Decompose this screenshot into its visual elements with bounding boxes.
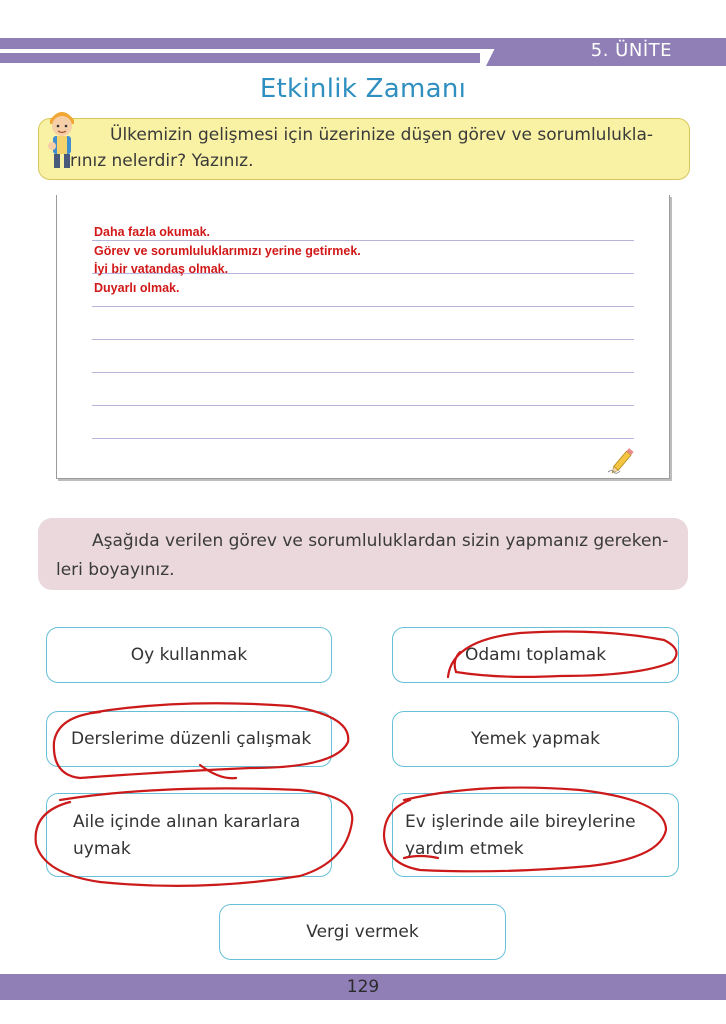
- unit-label: 5. ÜNİTE: [590, 40, 672, 61]
- option-box[interactable]: [219, 904, 506, 960]
- writing-line: [92, 339, 634, 340]
- option-label: Vergi vermek: [306, 922, 419, 942]
- option-box[interactable]: [392, 711, 679, 767]
- option-box[interactable]: [46, 627, 332, 683]
- pencil-icon: [606, 444, 640, 476]
- option-label: Aile içinde alınan kararlara uymak: [73, 812, 301, 859]
- option-label: Oy kullanmak: [130, 645, 248, 665]
- option-label: Derslerime düzenli çalışmak: [71, 729, 312, 749]
- question-2-text: Aşağıda verilen görev ve sorumluluklardan sizin yapmanız gereken-leri boyayınız.: [56, 531, 669, 580]
- answer-line-3: İyi bir vatandaş olmak.: [94, 262, 229, 276]
- option-box[interactable]: [392, 627, 679, 683]
- option-label: Odamı toplamak: [464, 645, 607, 665]
- page-title: Etkinlik Zamanı: [259, 74, 467, 104]
- writing-line: [92, 372, 634, 373]
- page-number: 129: [346, 977, 380, 997]
- option-box[interactable]: [46, 711, 332, 767]
- header-stripe-lower: [0, 53, 480, 63]
- writing-line: [92, 306, 634, 307]
- answer-line-1: Daha fazla okumak.: [94, 225, 211, 239]
- option-label: Yemek yapmak: [471, 729, 600, 749]
- option-box[interactable]: [46, 793, 332, 877]
- writing-line: [92, 405, 634, 406]
- answer-line-4: Duyarlı olmak.: [94, 281, 180, 295]
- option-box[interactable]: [392, 793, 679, 877]
- writing-line: [92, 240, 634, 241]
- answer-line-2: Görev ve sorumluluklarımızı yerine getirmek.: [94, 244, 361, 258]
- writing-line: [92, 438, 634, 439]
- option-label: Ev işlerinde aile bireylerine yardım etmek: [405, 812, 636, 859]
- question-1-text: Ülkemizin gelişmesi için üzerinize düşen görev ve sorumlulukla-rınız nelerdir? Yazınız.: [70, 125, 654, 171]
